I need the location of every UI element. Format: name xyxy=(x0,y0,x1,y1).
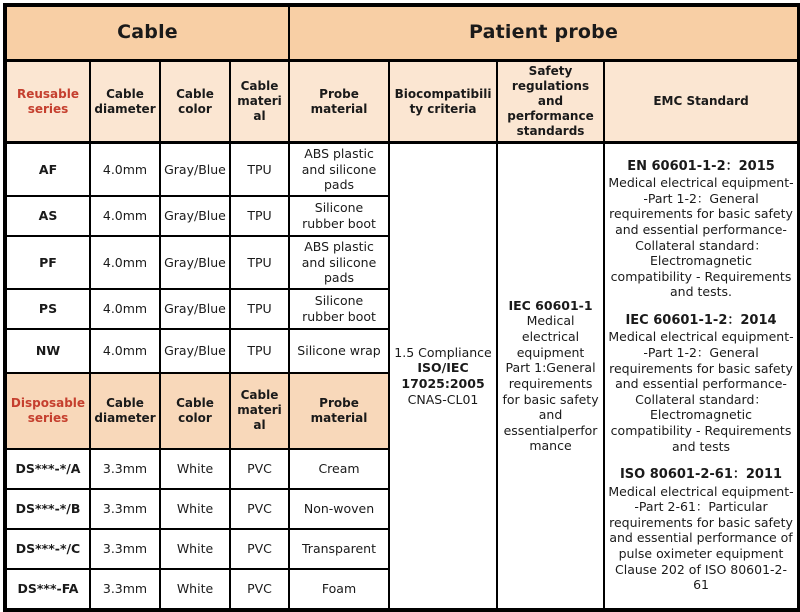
cell-emc-standard xyxy=(604,143,799,610)
cell-diameter: 4.0mm xyxy=(90,196,160,236)
cell-series: AF xyxy=(5,143,90,196)
cell-probe-material: Silicone rubber boot xyxy=(289,196,389,236)
cell-diameter: 3.3mm xyxy=(90,449,160,489)
header-biocompatibility: Biocompatibility criteria xyxy=(389,61,497,143)
emc-block-title: EN 60601-1-2：2015 xyxy=(627,158,775,174)
cell-diameter: 4.0mm xyxy=(90,236,160,289)
cell-color: White xyxy=(160,569,230,610)
cell-series: PS xyxy=(5,289,90,329)
cell-series: NW xyxy=(5,329,90,373)
cell-probe-material: ABS plastic and silicone pads xyxy=(289,236,389,289)
header-cable-material: Cable material xyxy=(230,61,289,143)
cell-series: PF xyxy=(5,236,90,289)
cell-series: DS***-FA xyxy=(5,569,90,610)
header-cable-material: Cable material xyxy=(230,373,289,449)
cell-material: TPU xyxy=(230,329,289,373)
cell-series: DS***-*/C xyxy=(5,529,90,569)
biocompatibility-standard: ISO/IEC 17025:2005 xyxy=(401,360,485,391)
safety-standard: IEC 60601-1 xyxy=(508,297,593,313)
cell-diameter: 4.0mm xyxy=(90,143,160,196)
emc-block-body: Medical electrical equipment--Part 1-2：General requirements for basic safety and essential performance-Collateral standard：Electromagnetic compatibility - Requirements and tests. xyxy=(608,175,794,300)
emc-block-title: IEC 60601-1-2：2014 xyxy=(625,313,777,329)
header-disposable-series: Disposable series xyxy=(5,373,90,449)
cell-diameter: 4.0mm xyxy=(90,329,160,373)
spec-table xyxy=(3,3,800,612)
cell-material: PVC xyxy=(230,529,289,569)
emc-block-body: Medical electrical equipment--Part 1-2：General requirements for basic safety and essential performance-Collateral standard：Electromagnetic compatibility - Requirements and tests xyxy=(608,329,794,454)
header-cable-color: Cable color xyxy=(160,373,230,449)
cell-probe-material: Transparent xyxy=(289,529,389,569)
cell-probe-material: Cream xyxy=(289,449,389,489)
cell-material: TPU xyxy=(230,143,289,196)
cell-biocompatibility xyxy=(389,143,497,610)
cell-probe-material: Silicone wrap xyxy=(289,329,389,373)
cell-color: Gray/Blue xyxy=(160,236,230,289)
banner-patient-probe: Patient probe xyxy=(289,5,799,61)
table-row-af xyxy=(5,143,799,196)
cell-probe-material: ABS plastic and silicone pads xyxy=(289,143,389,196)
reusable-header-row xyxy=(5,61,799,143)
cell-material: TPU xyxy=(230,236,289,289)
banner-row xyxy=(5,5,799,61)
cell-color: Gray/Blue xyxy=(160,196,230,236)
banner-cable: Cable xyxy=(5,5,289,61)
cell-color: Gray/Blue xyxy=(160,289,230,329)
cell-probe-material: Foam xyxy=(289,569,389,610)
header-cable-diameter: Cable diameter xyxy=(90,373,160,449)
cell-series: DS***-*/B xyxy=(5,489,90,529)
cell-color: Gray/Blue xyxy=(160,329,230,373)
cell-color: Gray/Blue xyxy=(160,143,230,196)
header-emc-standard: EMC Standard xyxy=(604,61,799,143)
cell-diameter: 3.3mm xyxy=(90,529,160,569)
cell-material: PVC xyxy=(230,489,289,529)
cell-diameter: 3.3mm xyxy=(90,489,160,529)
cell-material: PVC xyxy=(230,449,289,489)
cell-safety-regulations xyxy=(497,143,604,610)
header-cable-color: Cable color xyxy=(160,61,230,143)
emc-block xyxy=(608,313,794,454)
cell-probe-material: Silicone rubber boot xyxy=(289,289,389,329)
cell-series: DS***-*/A xyxy=(5,449,90,489)
cell-material: TPU xyxy=(230,289,289,329)
header-safety-regulations: Safety regulations and performance standards xyxy=(497,61,604,143)
cell-color: White xyxy=(160,489,230,529)
biocompatibility-note: CNAS-CL01 xyxy=(407,391,479,407)
emc-block xyxy=(608,159,794,300)
header-probe-material: Probe material xyxy=(289,61,389,143)
cell-material: TPU xyxy=(230,196,289,236)
safety-line1: Medical electrical equipment xyxy=(516,313,585,360)
cell-material: PVC xyxy=(230,569,289,610)
cell-diameter: 4.0mm xyxy=(90,289,160,329)
cell-probe-material: Non-woven xyxy=(289,489,389,529)
biocompatibility-intro: 1.5 Compliance xyxy=(394,344,492,360)
header-cable-diameter: Cable diameter xyxy=(90,61,160,143)
cell-color: White xyxy=(160,449,230,489)
safety-line2: Part 1:General requirements for basic safety and essentialperformance xyxy=(502,360,599,454)
emc-block-footer: Clause 202 of ISO 80601-2-61 xyxy=(615,561,788,593)
cell-color: White xyxy=(160,529,230,569)
cell-diameter: 3.3mm xyxy=(90,569,160,610)
header-reusable-series: Reusable series xyxy=(5,61,90,143)
emc-block-body: Medical electrical equipment--Part 2-61：Particular requirements for basic safety and essential performance of pulse oximeter equipment xyxy=(608,483,794,562)
cell-series: AS xyxy=(5,196,90,236)
emc-block xyxy=(608,467,794,593)
header-probe-material: Probe material xyxy=(289,373,389,449)
emc-block-title: ISO 80601-2-61：2011 xyxy=(619,467,783,483)
